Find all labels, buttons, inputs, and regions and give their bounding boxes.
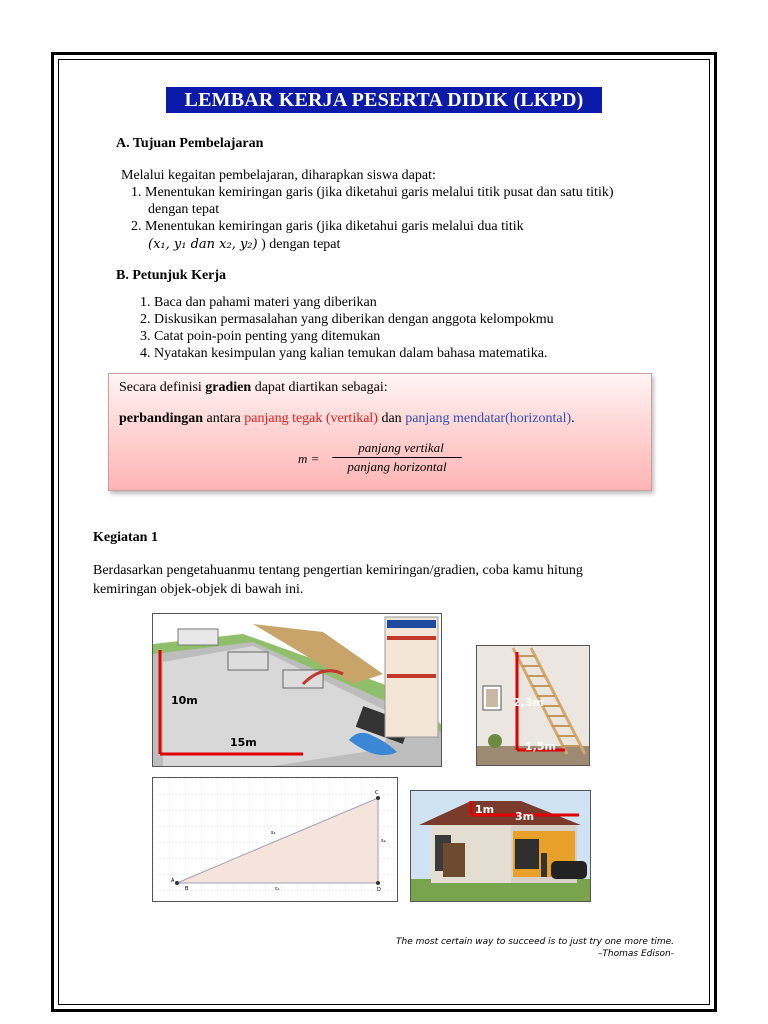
definition-line1 bbox=[119, 379, 388, 396]
definition-antara: antara bbox=[203, 411, 245, 426]
road-horizontal-label: 15m bbox=[230, 736, 257, 749]
quote-text: The most certain way to succeed is to just try one more time. bbox=[396, 937, 674, 947]
definition-line1-post: dapat diartikan sebagai: bbox=[251, 380, 388, 395]
objective-2-tail: ) dengan tepat bbox=[261, 237, 341, 252]
formula-fraction-bar bbox=[332, 457, 462, 458]
house-horizontal-label: 3m bbox=[515, 810, 535, 823]
section-a-intro: Melalui kegaitan pembelajaran, diharapkan siswa dapat: bbox=[121, 168, 436, 183]
road-slope-image bbox=[152, 613, 442, 767]
activity-line2: kemiringan objek-objek di bawah ini. bbox=[93, 582, 304, 597]
definition-dan: dan bbox=[377, 411, 406, 426]
triangle-label-c: C bbox=[375, 790, 379, 796]
stairs-horizontal-label: 1,5m bbox=[525, 740, 556, 753]
road-illustration bbox=[153, 614, 441, 766]
objective-1-line2: dengan tepat bbox=[148, 202, 220, 217]
house-illustration bbox=[411, 791, 590, 901]
house-vertical-label: 1m bbox=[475, 803, 495, 816]
house-roof-image bbox=[410, 790, 591, 902]
instruction-1: 1. Baca dan pahami materi yang diberikan bbox=[140, 295, 377, 310]
activity-heading: Kegiatan 1 bbox=[93, 530, 158, 545]
definition-vertical: panjang tegak (vertikal) bbox=[244, 411, 378, 426]
objective-2-math: (x₁, y₁ dan x₂, y₂) bbox=[148, 237, 258, 252]
definition-line1-pre: Secara definisi bbox=[119, 380, 206, 395]
triangle-label-a: A bbox=[171, 878, 175, 884]
stairs-vertical-label: 2,3m bbox=[513, 696, 544, 709]
quote-author: –Thomas Edison- bbox=[597, 949, 674, 959]
instruction-4: 4. Nyatakan kesimpulan yang kalian temukan dalam bahasa matematika. bbox=[140, 346, 548, 361]
page-title: LEMBAR KERJA PESERTA DIDIK (LKPD) bbox=[166, 87, 602, 113]
triangle-label-c1: c₁ bbox=[275, 886, 280, 892]
triangle-label-b: B bbox=[185, 886, 189, 892]
objective-2-line2 bbox=[148, 236, 340, 253]
triangle-label-s1: s₁ bbox=[271, 830, 276, 836]
triangle-illustration bbox=[153, 778, 397, 901]
instruction-2: 2. Diskusikan permasalahan yang diberikan dengan anggota kelompokmu bbox=[140, 312, 554, 327]
objective-1-line1: 1. Menentukan kemiringan garis (jika diketahui garis melalui titik pusat dan satu titik) bbox=[131, 185, 614, 200]
formula-numerator: panjang vertikal bbox=[358, 440, 444, 455]
instruction-3: 3. Catat poin-poin penting yang ditemukan bbox=[140, 329, 381, 344]
definition-line2 bbox=[119, 410, 575, 427]
triangle-label-d: D bbox=[377, 887, 381, 893]
triangle-label-s2: s₂ bbox=[381, 838, 386, 844]
definition-perbandingan: perbandingan bbox=[119, 411, 204, 426]
grid-triangle-image bbox=[152, 777, 398, 902]
definition-gradien: gradien bbox=[205, 380, 252, 395]
objective-2-line1: 2. Menentukan kemiringan garis (jika diketahui garis melalui dua titik bbox=[131, 219, 524, 234]
road-vertical-label: 10m bbox=[171, 694, 198, 707]
formula-denominator: panjang horizontal bbox=[347, 459, 447, 474]
section-b-heading: B. Petunjuk Kerja bbox=[116, 268, 227, 283]
stairs-image bbox=[476, 645, 590, 766]
formula-lhs: m = bbox=[298, 451, 320, 466]
activity-line1: Berdasarkan pengetahuanmu tentang pengertian kemiringan/gradien, coba kamu hitung bbox=[93, 563, 583, 578]
definition-horizontal: panjang mendatar(horizontal) bbox=[405, 411, 572, 426]
definition-period: . bbox=[571, 411, 575, 426]
section-a-heading: A. Tujuan Pembelajaran bbox=[116, 136, 264, 151]
